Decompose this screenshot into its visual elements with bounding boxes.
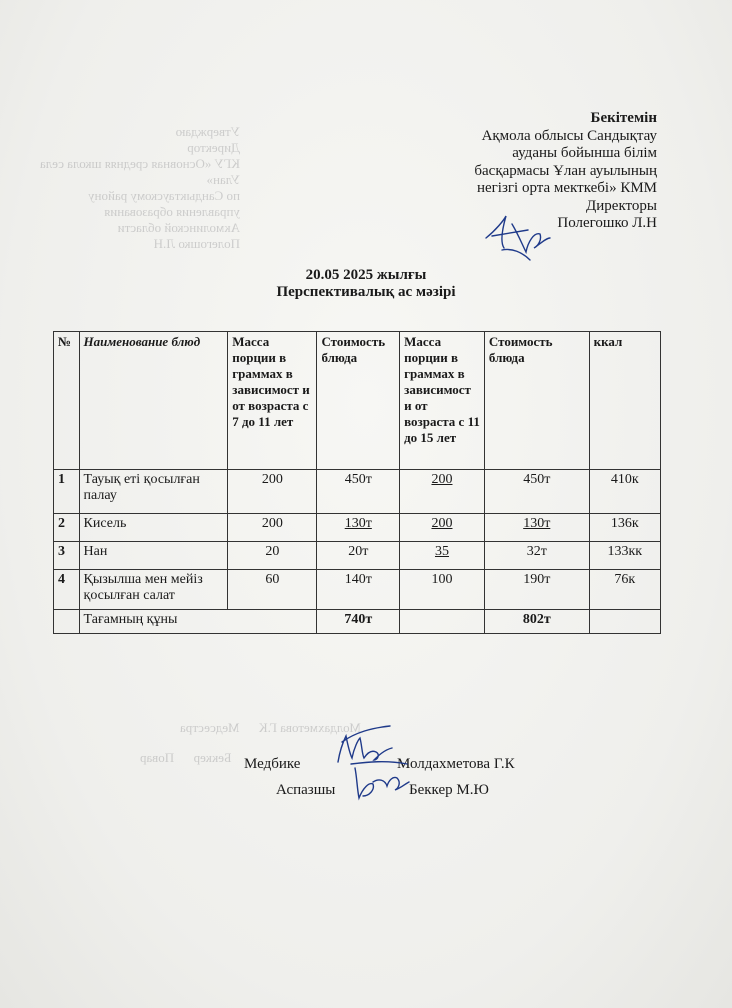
total-cost-7-11: 740т [317, 610, 400, 634]
director-signature [482, 208, 554, 264]
table-row [54, 542, 661, 570]
mass-11-15-value: 35 [434, 544, 449, 559]
cost-11-15: 450т [484, 470, 589, 514]
header-cost-7-11: Стоимость блюда [317, 332, 400, 470]
mass-11-15 [400, 470, 485, 514]
total-empty-cell [589, 610, 660, 634]
nurse-label: Медбике [244, 756, 301, 772]
approval-line: негізгі орта мекткебі» КММ [476, 180, 657, 196]
header-mass-11-15: Масса порции в граммах в зависимост и от возраста с 11 до 15 лет [400, 332, 485, 470]
kcal: 410к [589, 470, 660, 514]
bleed-through-signature-line: Молдахметова Г.К Медсестра [180, 720, 361, 735]
cost-7-11-value: 130т [344, 516, 372, 531]
bleed-through-text: Утверждаю Директор КГУ «Основная средняя школа села Улан» по Сандыктаускому району управления образования Акмолинской области Полегошко Л.Н [40, 124, 240, 251]
mass-11-15 [400, 542, 485, 570]
cost-11-15-value: 130т [523, 516, 551, 531]
bleed-through-signature-line: Беккер Повар [140, 750, 232, 765]
mass-11-15-value: 200 [431, 472, 453, 487]
menu-title: Перспективалық ас мәзірі [276, 284, 456, 300]
table-row [54, 470, 661, 514]
table-header-row [54, 332, 661, 470]
approval-line: ауданы бойынша білім [512, 145, 657, 161]
mass-11-15: 100 [400, 570, 485, 610]
row-number: 1 [54, 470, 80, 514]
mass-7-11: 60 [228, 570, 317, 610]
approval-line: Ақмола облысы Сандықтау [481, 127, 657, 144]
cost-7-11 [317, 514, 400, 542]
cook-name: Беккер М.Ю [409, 782, 489, 798]
total-empty-cell [400, 610, 485, 634]
mass-11-15-value: 200 [431, 516, 453, 531]
kcal: 76к [589, 570, 660, 610]
table-row [54, 514, 661, 542]
header-number: № [54, 332, 80, 470]
dish-name: Тауық еті қосылған палау [79, 470, 228, 514]
kcal: 136к [589, 514, 660, 542]
cost-7-11: 450т [317, 470, 400, 514]
cost-11-15 [484, 514, 589, 542]
mass-7-11: 200 [228, 514, 317, 542]
total-empty-cell [54, 610, 80, 634]
cost-7-11: 20т [317, 542, 400, 570]
cost-7-11: 140т [317, 570, 400, 610]
approval-heading: Бекітемін [590, 110, 657, 126]
header-dish-name: Наименование блюд [79, 332, 228, 470]
total-row [54, 610, 661, 634]
cook-signature [347, 758, 411, 804]
menu-table [53, 331, 661, 634]
row-number: 3 [54, 542, 80, 570]
dish-name: Нан [79, 542, 228, 570]
header-mass-7-11: Масса порции в граммах в зависимост и от возраста с 7 до 11 лет [228, 332, 317, 470]
approval-line: Директоры [586, 197, 657, 214]
total-cost-11-15: 802т [484, 610, 589, 634]
header-cost-11-15: Стоимость блюда [484, 332, 589, 470]
nurse-name: Молдахметова Г.К [397, 756, 515, 772]
approval-line: басқармасы Ұлан ауылының [474, 162, 657, 179]
dish-name: Қызылша мен мейіз қосылған салат [79, 570, 228, 610]
mass-7-11: 20 [228, 542, 317, 570]
row-number: 4 [54, 570, 80, 610]
table-row [54, 570, 661, 610]
cook-label: Аспазшы [276, 782, 336, 798]
row-number: 2 [54, 514, 80, 542]
menu-date: 20.05 2025 жылғы [305, 267, 427, 283]
cost-11-15: 190т [484, 570, 589, 610]
total-label: Тағамның құны [79, 610, 317, 634]
header-kcal: ккал [589, 332, 660, 470]
dish-name: Кисель [79, 514, 228, 542]
mass-11-15 [400, 514, 485, 542]
cost-11-15: 32т [484, 542, 589, 570]
kcal: 133кк [589, 542, 660, 570]
mass-7-11: 200 [228, 470, 317, 514]
director-name: Полегошко Л.Н [557, 215, 657, 231]
